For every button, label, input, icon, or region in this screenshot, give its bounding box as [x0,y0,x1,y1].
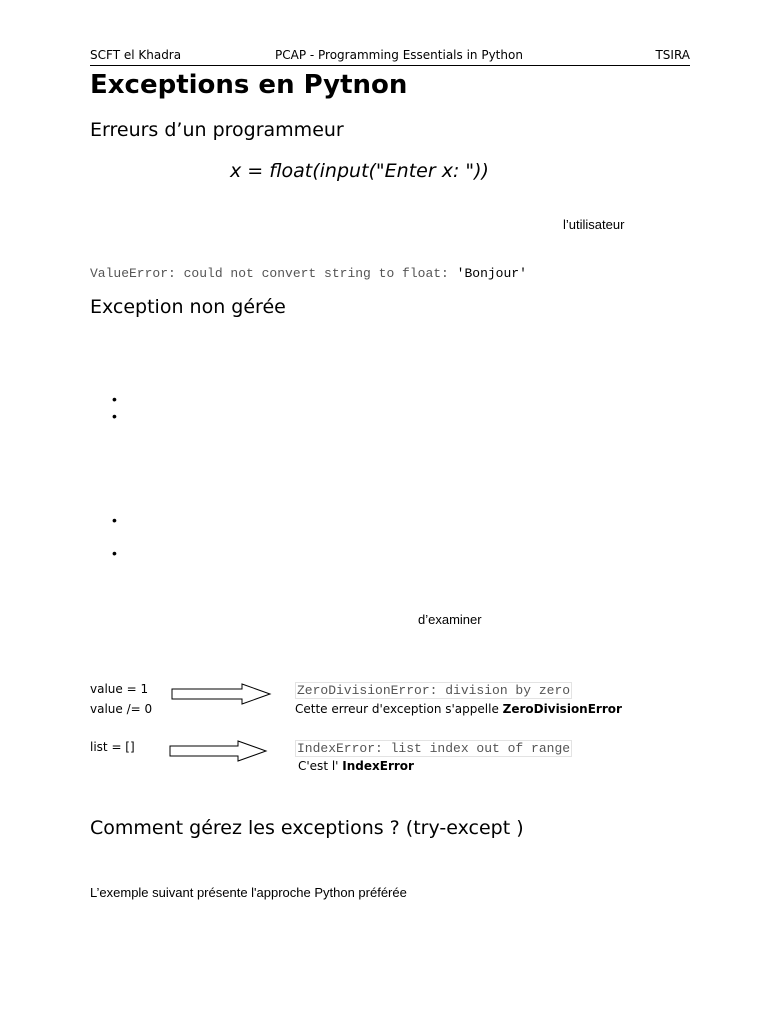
caption-error-name: IndexError [342,759,414,773]
zero-division-error: ZeroDivisionError: division by zero [297,683,571,698]
section-heading-errors: Erreurs d’un programmeur [90,119,344,141]
caption-text: C'est l' [298,759,339,773]
bullet: • [112,408,117,424]
code-line: value /= 0 [90,702,153,716]
section-heading-try-except: Comment gérez les exceptions ? (try-except ) [90,817,524,839]
caption-error-name: ZeroDivisionError [502,702,622,716]
note-utilisateur: l’utilisateur [563,217,625,232]
zero-division-caption [295,702,622,716]
code-line: value = 1 [90,682,149,696]
value-error-input: 'Bonjour' [456,266,527,281]
code-line: list = [] [90,740,135,754]
page-title: Exceptions en Pytnon [90,70,408,100]
value-error-message: ValueError: could not convert string to float: [90,266,449,281]
arrow-right-icon [170,682,272,706]
bullet: • [112,391,117,407]
section-heading-unhandled: Exception non gérée [90,296,286,318]
arrow-right-icon [168,739,270,763]
bullet: • [112,545,117,561]
example-intro-text: L’exemple suivant présente l'approche Python préférée [90,885,407,900]
header-center: PCAP - Programming Essentials in Python [275,48,523,62]
index-error-caption [298,759,414,773]
note-examiner: d’examiner [418,612,482,627]
caption-text: Cette erreur d'exception s'appelle [295,702,499,716]
header-left: SCFT el Khadra [90,48,182,62]
bullet: • [112,512,117,528]
index-error: IndexError: list index out of range [297,741,571,756]
code-formula: x = float(input("Enter x: ")) [230,160,489,182]
header-rule [90,65,690,66]
value-error-line [90,266,527,281]
header-right: TSIRA [655,48,690,62]
